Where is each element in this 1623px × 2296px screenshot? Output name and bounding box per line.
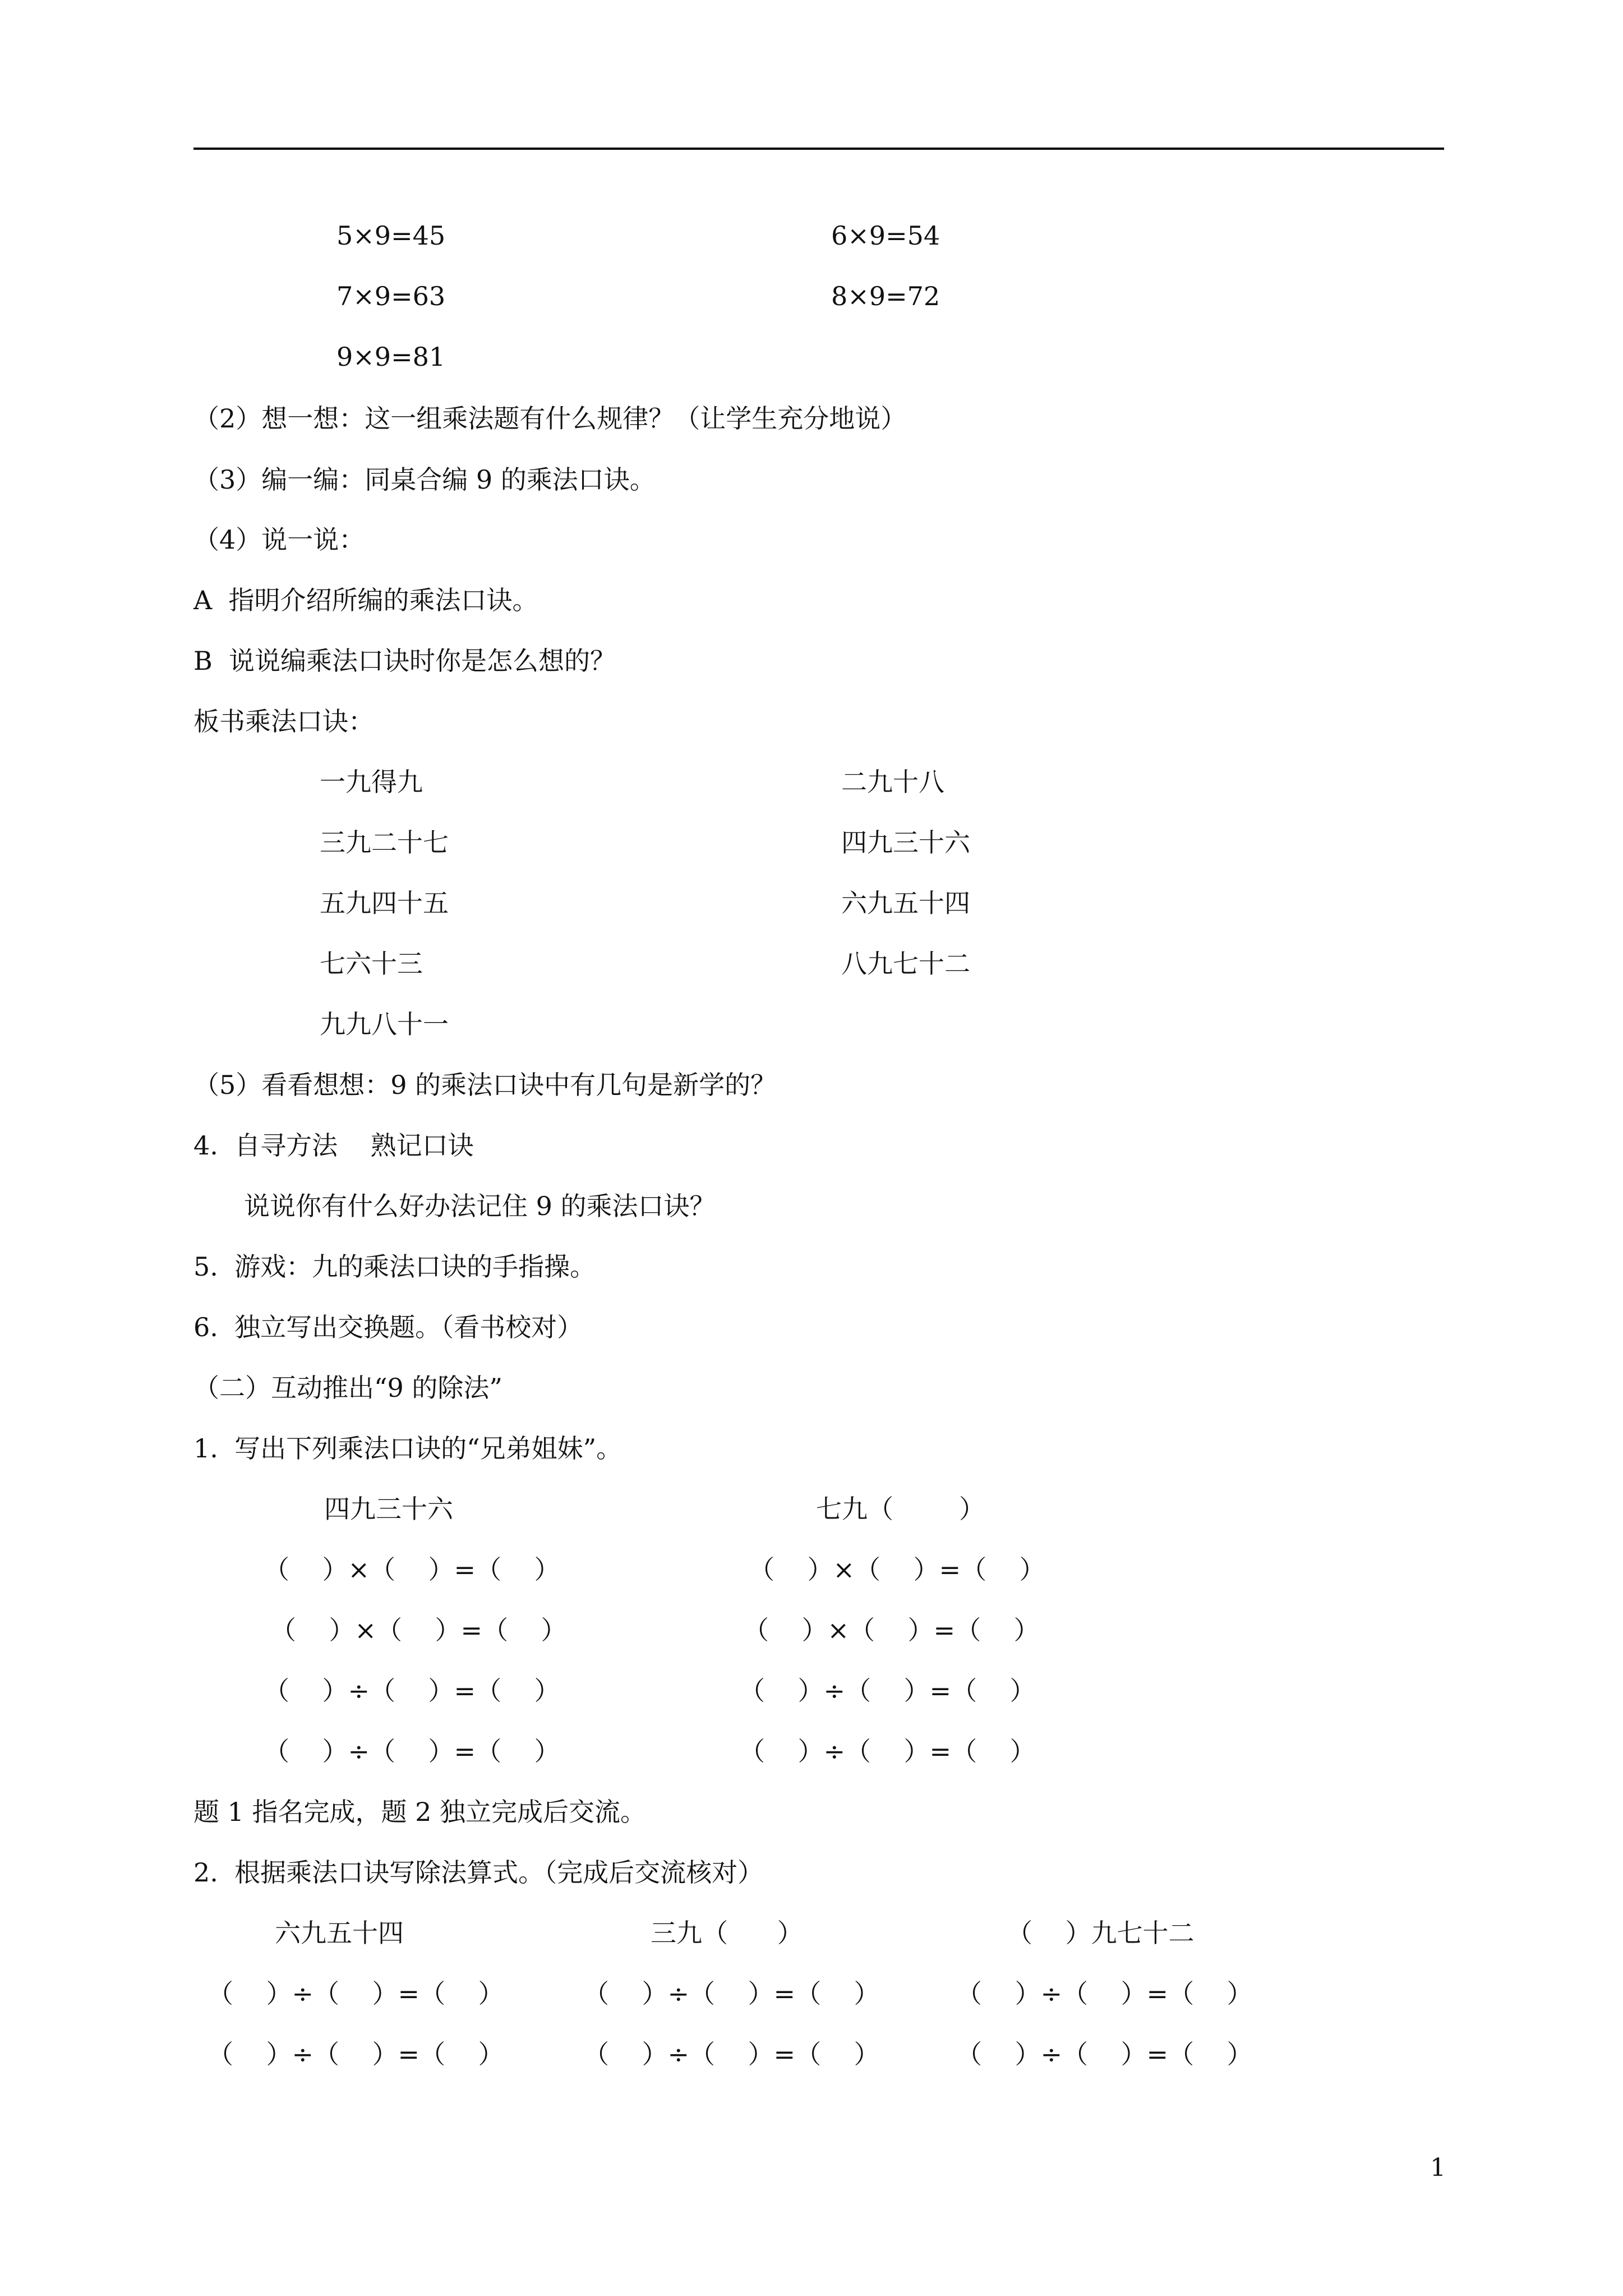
exercise2-row-1-col-2: （ ）÷（ ）=（ ） [583,1978,880,2009]
item-4: 4. 自寻方法 熟记口诀 [193,1130,474,1161]
step-think: （2）想一想：这一组乘法题有什么规律？（让学生充分地说） [193,403,907,434]
rhyme-2: 二九十八 [841,767,944,797]
exercise2-row-2-col-1: （ ）÷（ ）=（ ） [208,2039,504,2069]
question-1-note: 题 1 指名完成，题 2 独立完成后交流。 [193,1797,647,1827]
multiplication-4: 8×9=72 [831,281,940,311]
step-compose: （3）编一编：同桌合编 9 的乘法口诀。 [193,464,656,495]
exercise2-head-2: 三九（ ） [651,1918,803,1948]
exercise1-right-row-2: （ ）×（ ）=（ ） [743,1615,1040,1645]
exercise1-left-row-2: （ ）×（ ）=（ ） [270,1615,567,1645]
exercise2-row-1-col-1: （ ）÷（ ）=（ ） [208,1978,504,2009]
step-look: （5）看看想想：9 的乘法口诀中有几句是新学的？ [193,1070,777,1100]
rhyme-7: 七六十三 [320,949,423,979]
question-2: 2. 根据乘法口诀写除法算式。（完成后交流核对） [193,1857,764,1888]
exercise2-row-2-col-2: （ ）÷（ ）=（ ） [583,2039,880,2069]
item-5: 5. 游戏：九的乘法口诀的手指操。 [193,1251,596,1282]
exercise1-left-head: 四九三十六 [324,1494,453,1524]
rhyme-6: 六九五十四 [841,888,970,918]
exercise1-left-row-3: （ ）÷（ ）=（ ） [264,1676,560,1706]
rhyme-5: 五九四十五 [320,888,449,918]
rhyme-4: 四九三十六 [841,827,970,858]
part-2-heading: （二）互动推出“9 的除法” [193,1373,502,1403]
exercise2-row-1-col-3: （ ）÷（ ）=（ ） [956,1978,1253,2009]
item-6: 6. 独立写出交换题。（看书校对） [193,1312,583,1342]
exercise1-left-row-1: （ ）×（ ）=（ ） [264,1554,560,1585]
exercise1-left-row-4: （ ）÷（ ）=（ ） [264,1736,560,1766]
rhyme-1: 一九得九 [320,767,423,797]
step-say-b: B 说说编乘法口诀时你是怎么想的？ [193,646,616,676]
exercise1-right-row-3: （ ）÷（ ）=（ ） [739,1676,1036,1706]
step-say-a: A 指明介绍所编的乘法口诀。 [193,585,538,615]
question-1: 1. 写出下列乘法口诀的“兄弟姐妹”。 [193,1433,623,1464]
exercise1-right-row-4: （ ）÷（ ）=（ ） [739,1736,1036,1766]
item-4-sub: 说说你有什么好办法记住 9 的乘法口诀？ [244,1191,716,1221]
step-say: （4）说一说： [193,524,365,555]
multiplication-3: 7×9=63 [336,281,446,311]
exercise2-head-3: （ ）九七十二 [1007,1918,1195,1948]
multiplication-2: 6×9=54 [831,220,940,251]
header-rule [193,148,1444,150]
rhyme-8: 八九七十二 [841,949,970,979]
rhyme-3: 三九二十七 [320,827,449,858]
rhyme-9: 九九八十一 [320,1009,449,1039]
exercise1-right-row-1: （ ）×（ ）=（ ） [749,1554,1045,1585]
page-number: 1 [1430,2154,1446,2182]
board-heading: 板书乘法口诀： [193,706,374,737]
exercise2-head-1: 六九五十四 [275,1918,404,1948]
multiplication-1: 5×9=45 [336,220,446,251]
multiplication-5: 9×9=81 [336,342,446,372]
exercise1-right-head: 七九（ ） [816,1494,985,1524]
exercise2-row-2-col-3: （ ）÷（ ）=（ ） [956,2039,1253,2069]
